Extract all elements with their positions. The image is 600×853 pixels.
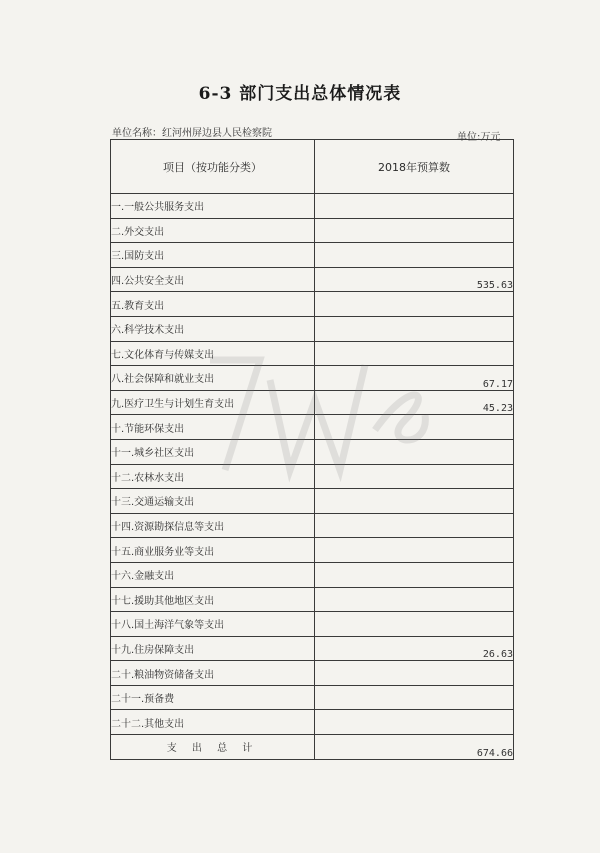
total-value: 674.66 — [315, 735, 514, 760]
row-value — [315, 661, 514, 686]
row-value — [315, 710, 514, 735]
row-label: 二十.粮油物资储备支出 — [111, 661, 315, 686]
row-label: 八.社会保障和就业支出 — [111, 366, 315, 391]
row-label: 十九.住房保障支出 — [111, 636, 315, 661]
table-row — [111, 661, 514, 686]
page-title: 6-3 部门支出总体情况表 — [198, 84, 402, 104]
table-row — [111, 267, 514, 292]
row-label: 十二.农林水支出 — [111, 464, 315, 489]
row-label: 二十二.其他支出 — [111, 710, 315, 735]
row-value — [315, 562, 514, 587]
row-label: 十三.交通运输支出 — [111, 489, 315, 514]
row-value — [315, 194, 514, 219]
table-row — [111, 612, 514, 637]
row-value — [315, 218, 514, 243]
row-value — [315, 513, 514, 538]
row-value — [315, 538, 514, 563]
table-row — [111, 218, 514, 243]
table-row — [111, 685, 514, 710]
table-header-row — [111, 140, 514, 194]
row-value — [315, 292, 514, 317]
table-row — [111, 587, 514, 612]
row-value — [315, 612, 514, 637]
row-label: 十八.国土海洋气象等支出 — [111, 612, 315, 637]
row-label: 十四.资源勘探信息等支出 — [111, 513, 315, 538]
table-row — [111, 710, 514, 735]
row-label: 十五.商业服务业等支出 — [111, 538, 315, 563]
row-label: 二十一.预备费 — [111, 685, 315, 710]
total-label: 支 出 总 计 — [111, 735, 315, 760]
row-value: 67.17 — [315, 366, 514, 391]
unit-name-label: 单位名称：红河州屏边县人民检察院 — [112, 128, 272, 139]
row-label: 四.公共安全支出 — [111, 267, 315, 292]
table-row — [111, 513, 514, 538]
row-label: 十.节能环保支出 — [111, 415, 315, 440]
wps-watermark-logo — [200, 320, 440, 500]
row-label: 三.国防支出 — [111, 243, 315, 268]
row-label: 九.医疗卫生与计划生育支出 — [111, 390, 315, 415]
table-row — [111, 562, 514, 587]
row-label: 二.外交支出 — [111, 218, 315, 243]
table-row — [111, 292, 514, 317]
unit-measure-label: 单位:万元 — [457, 132, 501, 143]
row-label: 一.一般公共服务支出 — [111, 194, 315, 219]
table-row — [111, 243, 514, 268]
row-value: 535.63 — [315, 267, 514, 292]
row-value: 45.23 — [315, 390, 514, 415]
table-row — [111, 194, 514, 219]
row-label: 七.文化体育与传媒支出 — [111, 341, 315, 366]
row-value: 26.63 — [315, 636, 514, 661]
table-row — [111, 538, 514, 563]
row-value — [315, 587, 514, 612]
row-value — [315, 243, 514, 268]
row-value — [315, 685, 514, 710]
table-row — [111, 636, 514, 661]
row-label: 十一.城乡社区支出 — [111, 439, 315, 464]
row-label: 五.教育支出 — [111, 292, 315, 317]
row-label: 十七.援助其他地区支出 — [111, 587, 315, 612]
column-header-item: 项目（按功能分类） — [111, 140, 315, 194]
row-label: 十六.金融支出 — [111, 562, 315, 587]
row-label: 六.科学技术支出 — [111, 316, 315, 341]
total-row — [111, 735, 514, 760]
column-header-budget: 2018年预算数 — [315, 140, 514, 194]
